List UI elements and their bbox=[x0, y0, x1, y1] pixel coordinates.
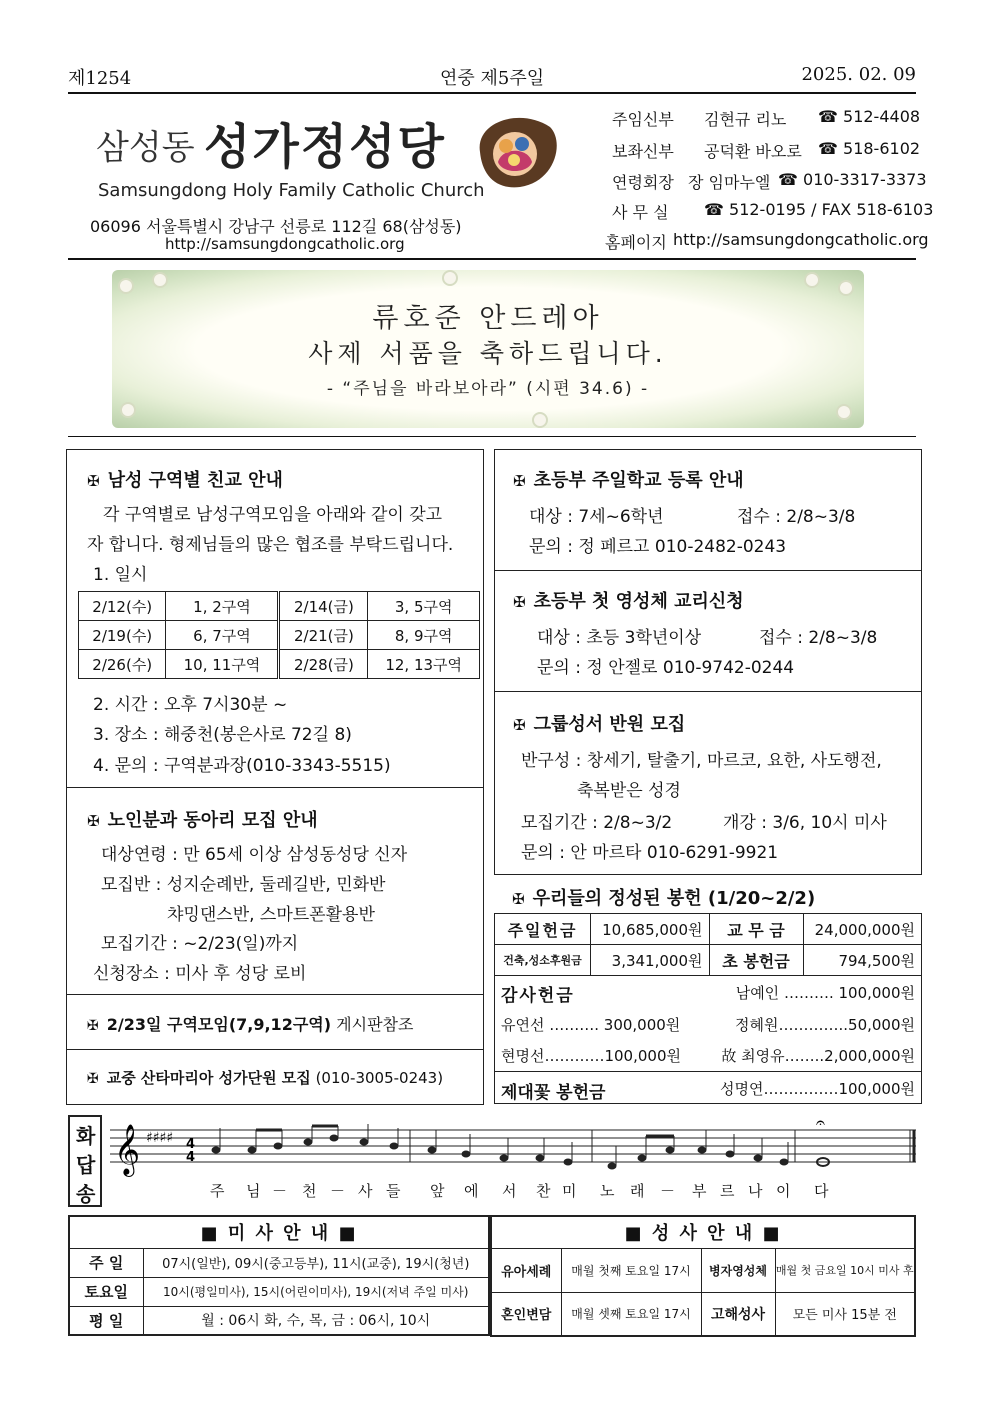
homepage-url[interactable]: http://samsungdongcatholic.org bbox=[673, 230, 929, 249]
homepage-row bbox=[605, 230, 929, 253]
lyric-syllable: 에 bbox=[464, 1182, 479, 1200]
liturgical-week: 연중 제5주일 bbox=[440, 68, 545, 89]
thanks-donor: 정혜원…………..50,000원 bbox=[735, 1016, 915, 1034]
first-communion-box bbox=[494, 570, 922, 692]
schedule-cell: 1, 2구역 bbox=[166, 592, 279, 621]
schedule-cell: 6, 7구역 bbox=[166, 621, 279, 650]
offering-value: 10,685,000원 bbox=[591, 914, 710, 945]
thanks-donor: 故 최영유……..2,000,000원 bbox=[721, 1047, 915, 1065]
lyric-syllable: 르 bbox=[720, 1182, 735, 1200]
thanks-donor: 현명선…………100,000원 bbox=[501, 1047, 681, 1065]
mass-times: 월 : 06시 화, 수, 목, 금 : 06시, 10시 bbox=[143, 1306, 489, 1335]
zone-meeting-notice bbox=[66, 994, 484, 1050]
sacrament-time: 모든 미사 15분 전 bbox=[775, 1292, 915, 1336]
men-meeting-item: 1. 일시 bbox=[93, 565, 148, 585]
flower-icon bbox=[836, 404, 852, 420]
altar-flower-label: 제대꽃 봉헌금 bbox=[501, 1083, 606, 1103]
sunday-school-reception: 접수 : 2/8~3/8 bbox=[737, 507, 856, 527]
church-prefix: 삼성동 bbox=[96, 128, 195, 168]
flower-icon bbox=[120, 402, 136, 418]
issue-date: 2025. 02. 09 bbox=[801, 64, 916, 85]
cross-icon: ✠ bbox=[87, 812, 100, 830]
offering-label: 초 봉헌금 bbox=[709, 945, 803, 976]
lyric-syllable: 미 bbox=[562, 1182, 577, 1200]
lyric-syllable: 찬 bbox=[536, 1182, 551, 1200]
lyric-syllable: 부 bbox=[692, 1182, 707, 1200]
offering-title: ✠ 우리들의 정성된 봉헌 (1/20~2/2) bbox=[512, 888, 816, 909]
church-name: 성가정성당 bbox=[204, 119, 446, 175]
men-meeting-title: ✠ 남성 구역별 친교 안내 bbox=[87, 470, 283, 491]
sunday-school-title: ✠ 초등부 주일학교 등록 안내 bbox=[513, 470, 744, 491]
bible-group-box bbox=[494, 691, 922, 875]
schedule-cell: 3, 5구역 bbox=[368, 592, 480, 621]
altar-flower-donor: 성명연……………100,000원 bbox=[720, 1080, 915, 1098]
sunday-school-target: 대상 : 7세~6학년 bbox=[529, 507, 664, 527]
men-meeting-item: 4. 문의 : 구역분과장(010-3343-5515) bbox=[93, 756, 391, 776]
schedule-cell: 2/26(수) bbox=[79, 650, 166, 679]
first-communion-target: 대상 : 초등 3학년이상 bbox=[537, 628, 702, 648]
responsorial-char: 화 bbox=[76, 1124, 96, 1148]
mass-day: 토요일 bbox=[69, 1277, 143, 1306]
staff-role: 연령회장 bbox=[612, 173, 674, 192]
men-meeting-item: 3. 장소 : 해중천(봉은사로 72길 8) bbox=[93, 725, 352, 745]
ordination-banner bbox=[112, 270, 864, 428]
thanks-donor: 남예인 ………. 100,000원 bbox=[735, 984, 915, 1002]
staff-phone: ☎ 512-0195 / FAX 518-6103 bbox=[704, 200, 934, 219]
first-communion-contact: 문의 : 정 안젤로 010-9742-0244 bbox=[537, 658, 795, 678]
flower-icon bbox=[804, 272, 820, 288]
lyric-syllable: 주 bbox=[210, 1182, 225, 1200]
thanks-donor: 유연선 ………. 300,000원 bbox=[501, 1016, 681, 1034]
seniors-line: 모집기간 : ~2/23(일)까지 bbox=[101, 934, 299, 954]
flower-icon bbox=[152, 272, 168, 288]
offering-value: 3,341,000원 bbox=[591, 945, 710, 976]
sacrament-time: 매월 첫째 토요일 17시 bbox=[561, 1248, 701, 1292]
schedule-cell: 12, 13구역 bbox=[368, 650, 480, 679]
lyric-syllable: 노 bbox=[600, 1182, 615, 1200]
bible-group-line: 반구성 : 창세기, 탈출기, 마르코, 요한, 사도행전, bbox=[521, 751, 882, 771]
staff-row bbox=[612, 107, 921, 130]
lyric-syllable: 사 bbox=[358, 1182, 373, 1200]
banner-rule bbox=[68, 436, 916, 437]
staff-row bbox=[612, 139, 921, 162]
cross-icon: ✠ bbox=[512, 890, 525, 908]
seniors-line: 신청장소 : 미사 후 성당 로비 bbox=[93, 964, 307, 984]
lyric-syllable: 나 bbox=[748, 1182, 763, 1200]
sacrament-name: 혼인변담 bbox=[491, 1292, 561, 1336]
staff-name: 공덕환 바오로 bbox=[704, 142, 802, 161]
svg-text:4: 4 bbox=[186, 1137, 196, 1152]
bible-group-period: 모집기간 : 2/8~3/2 bbox=[521, 813, 673, 833]
bible-group-title: ✠ 그룹성서 반원 모집 bbox=[513, 714, 686, 735]
lyric-syllable: 서 bbox=[502, 1182, 517, 1200]
schedule-cell: 2/19(수) bbox=[79, 621, 166, 650]
cross-icon: ✠ bbox=[87, 472, 100, 490]
bible-group-open: 개강 : 3/6, 10시 미사 bbox=[723, 813, 887, 833]
men-meeting-intro: 자 합니다. 형제님들의 많은 협조를 부탁드립니다. bbox=[87, 535, 454, 555]
sacrament-table bbox=[490, 1215, 916, 1337]
zone-meeting-text: ✠ 2/23일 구역모임(7,9,12구역) 게시판참조 bbox=[87, 1015, 414, 1034]
staff-row bbox=[612, 170, 927, 193]
mass-day: 평 일 bbox=[69, 1306, 143, 1335]
offering-value: 794,500원 bbox=[803, 945, 922, 976]
sacrament-time: 매월 셋째 토요일 17시 bbox=[561, 1292, 701, 1336]
mass-times: 07시(일반), 09시(중고등부), 11시(교중), 19시(청년) bbox=[143, 1248, 489, 1277]
lyric-syllable: － bbox=[660, 1182, 676, 1200]
sacrament-title: ■ 성 사 안 내 ■ bbox=[491, 1216, 915, 1248]
staff-role: 홈페이지 bbox=[605, 233, 667, 252]
sacrament-name: 병자영성체 bbox=[701, 1248, 775, 1292]
seniors-line: 대상연령 : 만 65세 이상 삼성동성당 신자 bbox=[101, 845, 408, 865]
flower-icon bbox=[118, 278, 134, 294]
banner-line3: - “주님을 바라보아라” (시편 34.6) - bbox=[326, 379, 650, 399]
svg-text:4: 4 bbox=[186, 1150, 196, 1165]
schedule-cell: 10, 11구역 bbox=[166, 650, 279, 679]
svg-text:♯♯♯♯: ♯♯♯♯ bbox=[146, 1130, 174, 1146]
first-communion-title: ✠ 초등부 첫 영성체 교리신청 bbox=[513, 591, 744, 612]
staff-role: 주임신부 bbox=[612, 110, 674, 129]
staff-role: 보좌신부 bbox=[612, 142, 674, 161]
lyric-syllable: 래 bbox=[630, 1182, 645, 1200]
offering-value: 24,000,000원 bbox=[803, 914, 922, 945]
offering-label: 건축,성소후원금 bbox=[495, 945, 591, 976]
flower-icon bbox=[532, 412, 548, 428]
mass-schedule-table bbox=[68, 1215, 490, 1336]
lyric-syllable: 다 bbox=[814, 1182, 829, 1200]
lyric-syllable: 앞 bbox=[430, 1182, 445, 1200]
bible-group-contact: 문의 : 안 마르타 010-6291-9921 bbox=[521, 843, 779, 863]
sacrament-name: 고해성사 bbox=[701, 1292, 775, 1336]
schedule-cell: 2/12(수) bbox=[79, 592, 166, 621]
choir-text: ✠ 교중 산타마리아 성가단원 모집 (010-3005-0243) bbox=[87, 1069, 444, 1087]
lyric-syllable: － bbox=[272, 1182, 288, 1200]
staff-row bbox=[612, 200, 934, 223]
lyric-syllable: － bbox=[330, 1182, 346, 1200]
staff-phone: ☎ 518-6102 bbox=[818, 139, 921, 158]
flower-icon bbox=[838, 280, 854, 296]
seniors-club-box bbox=[66, 787, 484, 995]
mass-times: 10시(평일미사), 15시(어린이미사), 19시(저녁 주일 미사) bbox=[143, 1277, 489, 1306]
sunday-school-contact: 문의 : 정 페르고 010-2482-0243 bbox=[529, 537, 787, 557]
mass-schedule-title: ■ 미 사 안 내 ■ bbox=[69, 1216, 489, 1248]
church-website[interactable]: http://samsungdongcatholic.org bbox=[165, 235, 405, 253]
sacrament-name: 유아세례 bbox=[491, 1248, 561, 1292]
lyric-syllable: 들 bbox=[386, 1182, 401, 1200]
lyric-syllable: 천 bbox=[302, 1182, 317, 1200]
music-staff bbox=[110, 1118, 920, 1178]
seniors-line: 챠밍댄스반, 스마트폰활용반 bbox=[167, 905, 375, 925]
fermata-icon: 𝄐 bbox=[816, 1118, 825, 1132]
men-meeting-intro: 각 구역별로 남성구역모임을 아래와 같이 갖고 bbox=[103, 505, 443, 525]
cross-icon: ✠ bbox=[513, 593, 526, 611]
lyric-syllable: 님 bbox=[246, 1182, 261, 1200]
schedule-cell: 8, 9구역 bbox=[368, 621, 480, 650]
first-communion-reception: 접수 : 2/8~3/8 bbox=[759, 628, 878, 648]
cross-icon: ✠ bbox=[87, 1018, 99, 1034]
offering-table bbox=[494, 913, 922, 1104]
banner-line1: 류호준 안드레아 bbox=[372, 303, 604, 334]
flower-icon bbox=[442, 270, 458, 286]
sunday-school-box bbox=[494, 449, 922, 571]
staff-phone: ☎ 512-4408 bbox=[818, 107, 921, 126]
altar-flower-cell bbox=[495, 1072, 922, 1104]
staff-phone: ☎ 010-3317-3373 bbox=[778, 170, 927, 189]
cross-icon: ✠ bbox=[513, 472, 526, 490]
staff-role: 사 무 실 bbox=[612, 203, 669, 222]
staff-name: 김현규 리노 bbox=[704, 110, 787, 129]
choir-notice bbox=[66, 1049, 484, 1105]
schedule-cell: 2/28(금) bbox=[279, 650, 368, 679]
men-meeting-box bbox=[66, 449, 484, 788]
treble-clef-icon: 𝄞 bbox=[114, 1124, 141, 1175]
sacrament-time: 매월 첫 금요일 10시 미사 후 bbox=[775, 1248, 915, 1292]
cross-icon: ✠ bbox=[87, 1071, 99, 1087]
seniors-title: ✠ 노인분과 동아리 모집 안내 bbox=[87, 810, 318, 831]
offering-label: 교 무 금 bbox=[709, 914, 803, 945]
thanks-offering-label: 감사헌금 bbox=[501, 986, 575, 1006]
thanks-offering-cell bbox=[495, 976, 922, 1072]
schedule-cell: 2/14(금) bbox=[279, 592, 368, 621]
seniors-line: 모집반 : 성지순례반, 둘레길반, 민화반 bbox=[101, 875, 386, 895]
responsorial-char: 답 bbox=[76, 1153, 96, 1177]
staff-name: 장 임마누엘 bbox=[688, 173, 771, 192]
lyric-syllable: 이 bbox=[776, 1182, 791, 1200]
church-english-name: Samsungdong Holy Family Catholic Church bbox=[98, 180, 485, 201]
men-meeting-item: 2. 시간 : 오후 7시30분 ~ bbox=[93, 695, 288, 715]
masthead-rule bbox=[68, 258, 916, 260]
cross-icon: ✠ bbox=[513, 716, 526, 734]
offering-label: 주일헌금 bbox=[495, 914, 591, 945]
hymn-lyrics bbox=[210, 1180, 850, 1204]
bible-group-line: 축복받은 성경 bbox=[577, 781, 681, 801]
district-schedule-table bbox=[78, 591, 480, 679]
church-address: 06096 서울특별시 강남구 선릉로 112길 68(삼성동) bbox=[90, 217, 462, 236]
schedule-cell: 2/21(금) bbox=[279, 621, 368, 650]
banner-line2: 사제 서품을 축하드립니다. bbox=[308, 339, 668, 368]
header-rule bbox=[68, 92, 916, 94]
header-row bbox=[68, 64, 916, 90]
mass-day: 주 일 bbox=[69, 1248, 143, 1277]
issue-number: 제1254 bbox=[68, 68, 132, 89]
responsorial-label-box bbox=[68, 1115, 102, 1207]
responsorial-char: 송 bbox=[76, 1182, 96, 1206]
